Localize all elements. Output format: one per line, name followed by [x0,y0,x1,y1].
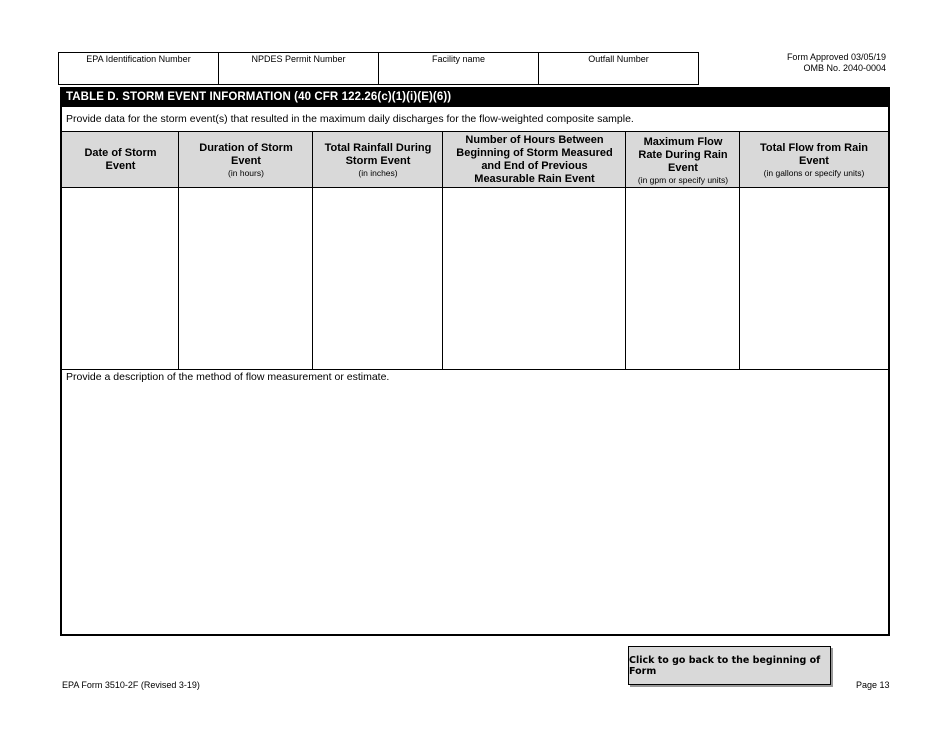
col-header-hours-between [443,132,626,188]
input-hours-between[interactable] [443,188,625,369]
input-total-rainfall[interactable] [313,188,442,369]
table-title: TABLE D. STORM EVENT INFORMATION (40 CFR 122.26(c)(1)(i)(E)(6)) [60,87,890,107]
col-header-max-flow-units: (in gpm or specify units) [637,174,729,185]
col-header-rainfall [313,132,443,188]
col-header-max-flow-label: Maximum Flow Rate During Rain Event [638,135,728,174]
col-header-date [62,132,179,188]
col-header-duration-units: (in hours) [228,168,264,178]
col-header-date-label: Date of Storm Event [84,147,157,172]
data-area-bottom-rule [62,369,888,370]
col-header-rainfall-label: Total Rainfall During Storm Event [324,142,432,167]
col-header-total-flow [740,132,888,188]
col-header-max-flow [626,132,740,188]
description-prompt: Provide a description of the method of flow measurement or estimate. [66,371,390,383]
table-instruction: Provide data for the storm event(s) that resulted in the maximum daily discharges for the flow-weighted composite sample. [62,107,888,132]
col-header-duration-label: Duration of Storm Event [199,142,293,167]
facility-name-field[interactable] [378,52,539,85]
outfall-number-label: Outfall Number [588,54,649,64]
col-header-total-flow-label: Total Flow from Rain Event [760,142,868,167]
npdes-permit-field[interactable] [218,52,379,85]
input-duration[interactable] [179,188,312,369]
page-number: Page 13 [856,680,890,690]
input-date-of-storm[interactable] [62,188,178,369]
form-approval-info [700,52,886,74]
omb-number: OMB No. 2040-0004 [803,63,886,73]
col-header-rainfall-units: (in inches) [358,168,398,178]
facility-name-label: Facility name [431,54,485,64]
epa-id-field[interactable] [58,52,219,85]
epa-id-label: EPA Identification Number [86,54,191,64]
form-number: EPA Form 3510-2F (Revised 3-19) [62,680,200,690]
outfall-number-field[interactable] [538,52,699,85]
description-input[interactable] [62,388,888,634]
col-header-total-flow-units: (in gallons or specify units) [763,168,865,178]
back-to-beginning-button[interactable]: Click to go back to the beginning of Form [628,646,831,685]
npdes-permit-label: NPDES Permit Number [251,54,346,64]
input-max-flow-rate[interactable] [626,188,739,369]
col-header-hours-between-label: Number of Hours Between Beginning of Storm Measured and End of Previous Measurable Rain Event [456,134,613,185]
form-approved-date: Form Approved 03/05/19 [786,52,886,62]
col-header-duration [179,132,313,188]
input-total-flow[interactable] [740,188,888,369]
